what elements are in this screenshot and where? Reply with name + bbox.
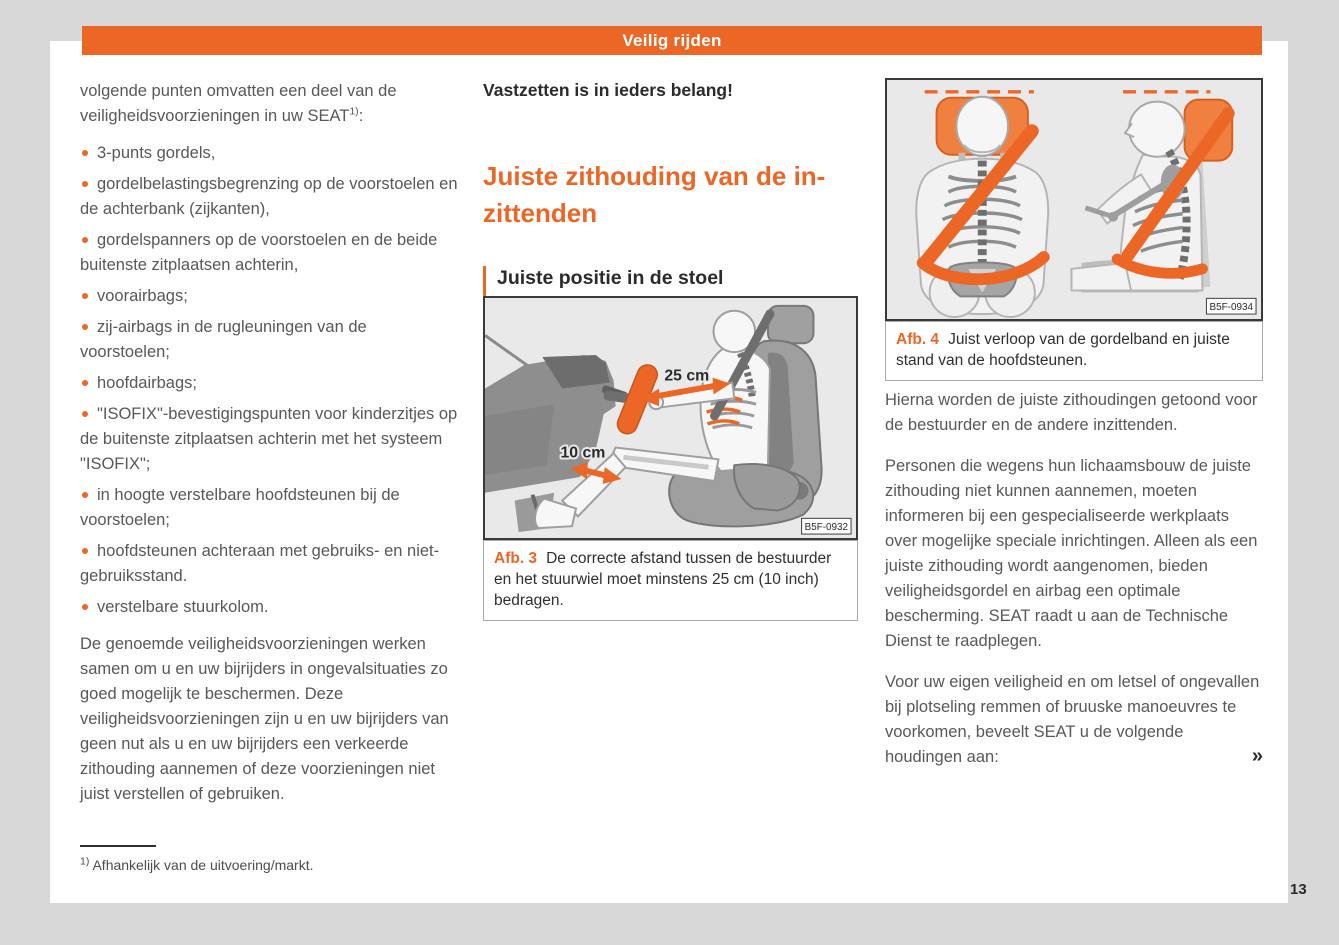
list-item: zij-airbags in de rugleuningen van de voorstoelen;	[80, 318, 367, 361]
list-item: gordelbelastingsbegrenzing op de voorstoelen en de achterbank (zijkanten),	[80, 175, 458, 218]
bullet-icon	[82, 604, 88, 610]
list-item: in hoogte verstelbare hoofdsteunen bij de voorstoelen;	[80, 486, 400, 529]
continuation-mark: »	[1251, 745, 1263, 767]
left-column	[80, 79, 458, 807]
chapter-title: Veilig rijden	[622, 31, 722, 50]
bullet-icon	[82, 181, 88, 187]
figure-afb4	[885, 78, 1263, 321]
figure-afb3	[483, 296, 858, 540]
footnote-rule	[80, 845, 156, 847]
figure-code-box	[1206, 298, 1256, 314]
side-view-occupant	[1072, 92, 1233, 293]
bullet-icon	[82, 150, 88, 156]
figure-code-box	[802, 518, 851, 534]
bullet-icon	[82, 237, 88, 243]
caption-text: De correcte afstand tussen de bestuurder en het stuurwiel moet minstens 25 cm (10 inch) bedragen.	[494, 550, 832, 609]
list-item: gordelspanners op de voorstoelen en de beide buitenste zitplaatsen achterin,	[80, 231, 438, 274]
head	[1129, 102, 1185, 157]
footnote-reference: 1)	[349, 105, 359, 118]
figure-code: B5F-0932	[804, 522, 849, 534]
caption-label: Afb. 3	[494, 550, 538, 567]
driver-seating-distance-illustration	[485, 298, 856, 538]
chapter-header-bar	[82, 26, 1262, 55]
caption-text: Juist verloop van de gordelband en juiste stand van de hoofdsteunen.	[896, 331, 1230, 369]
page-number: 13	[1290, 881, 1307, 898]
intro-text: volgende punten omvatten een deel van de veiligheidsvoorzieningen in uw SEAT	[80, 82, 397, 125]
head	[956, 97, 1008, 156]
bullet-icon	[82, 380, 88, 386]
figure-afb4-caption	[885, 321, 1263, 381]
footnote-text: Afhankelijk van de uitvoering/markt.	[92, 857, 314, 873]
figure-code: B5F-0934	[1209, 302, 1253, 314]
body-paragraph: Hierna worden de juiste zithoudingen getoond voor de bestuurder en de andere inzittenden.	[885, 391, 1258, 434]
list-item: 3-punts gordels,	[80, 141, 458, 166]
section-heading: Juiste zithouding van de in- zittenden	[483, 161, 826, 228]
bullet-icon	[82, 411, 88, 417]
intro-colon: :	[358, 107, 364, 125]
figure-afb3-caption	[483, 540, 858, 621]
right-column	[885, 388, 1263, 770]
intro-paragraph	[80, 79, 458, 129]
list-item: voorairbags;	[80, 284, 458, 309]
belt-and-headrest-illustration	[887, 80, 1261, 319]
body-paragraph: Voor uw eigen veiligheid en om letsel of ongevallen bij plotseling remmen of bruuske manoeuvres te voorkomen, beveelt SEAT u de volgende houdingen aan: »	[885, 673, 1263, 767]
bullet-icon	[82, 324, 88, 330]
list-item: hoofdsteunen achteraan met gebruiks- en niet-gebruiksstand.	[80, 542, 440, 585]
lead-sentence: Vastzetten is in ieders belang!	[483, 80, 733, 100]
list-item: "ISOFIX"-bevestigingspunten voor kinderzitjes op de buitenste zitplaatsen achterin met het systeem "ISOFIX";	[80, 405, 458, 473]
bullet-icon	[82, 492, 88, 498]
body-paragraph: De genoemde veiligheidsvoorzieningen werken samen om u en uw bijrijders in ongevalsituaties zo goed mogelijk te beschermen. Deze veiligheidsvoorzieningen zijn u en uw bijrijders van geen nut als u en uw bijrijders een verkeerde zithouding aannemen of deze voorzieningen niet juist verstellen of gebruiken.	[80, 635, 449, 803]
distance-label-25cm: 25 cm	[664, 367, 710, 385]
caption-label: Afb. 4	[896, 331, 940, 348]
body-paragraph: Personen die wegens hun lichaamsbouw de juiste zithouding niet kunnen aannemen, moeten informeren bij een gespecialiseerde werkplaats over mogelijke speciale inrichtingen. Alleen als een juiste zithouding wordt aangenomen, bieden veiligheidsgordel en airbag een optimale bescherming. SEAT raadt u aan de Technische Dienst te raadplegen.	[885, 457, 1258, 650]
footnote-marker: 1)	[80, 855, 90, 868]
subsection-heading: Juiste positie in de stoel	[483, 266, 858, 301]
list-item: verstelbare stuurkolom.	[80, 595, 458, 620]
list-item: hoofdairbags;	[80, 371, 458, 396]
distance-label-10cm: 10 cm	[560, 444, 606, 462]
front-view-occupant	[916, 92, 1048, 317]
footnote	[80, 845, 460, 875]
bullet-icon	[82, 548, 88, 554]
bullet-icon	[82, 293, 88, 299]
